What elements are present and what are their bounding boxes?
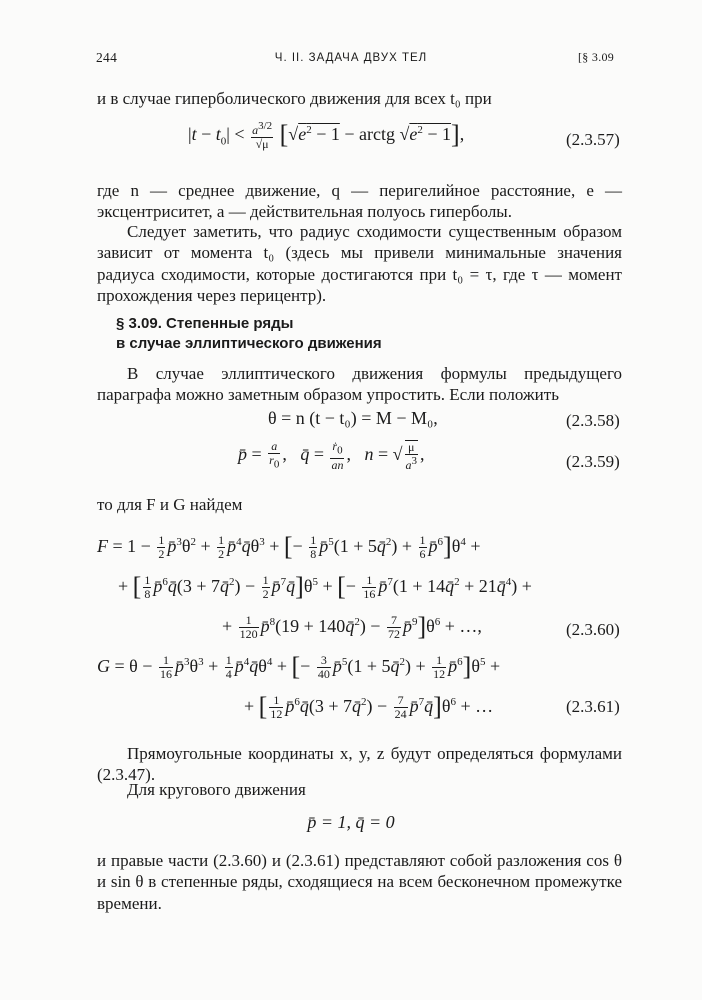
equation-2-3-57: $|t - t_0|$ < $\frac{a^{3/2}}{√\mu}$ [$√e^2 - 1$ − arctg $√e^2 - 1$], xyxy=(188,120,465,152)
elliptic-paragraph: В случае эллиптического движения формулы предыдущего параграфа можно заметным образом упростить. Если положить xyxy=(97,364,622,405)
equation-2-3-60-line-3: + $\frac{1}{120}$ p̄$^8$(19 + 140q̄$^2$) − $\frac{7}{72}$ $p̄^9]\theta^6$ + …, xyxy=(222,612,482,642)
circular-line: Для кругового движения xyxy=(127,780,306,799)
equation-number-2-3-60: (2.3.60) xyxy=(566,620,620,639)
find-line: то для F и G найдем xyxy=(97,495,243,514)
equation-number-2-3-57: (2.3.57) xyxy=(566,130,620,149)
section-title: § 3.09. Степенные ряды xyxy=(116,315,294,332)
note-paragraph: Следует заметить, что радиус сходимости существенным образом зависит от момента t₀ (здесь мы привели минимальные значения радиуса сходимости, которые достигаются при t₀ = τ, где τ — момент прохождения через перицентр). xyxy=(97,222,622,306)
equation-number-2-3-59: (2.3.59) xyxy=(566,452,620,471)
equation-number-2-3-61: (2.3.61) xyxy=(566,697,620,716)
intro-line: и в случае гиперболического движения для всех t₀ при xyxy=(97,89,492,108)
running-head: Ч. II. ЗАДАЧА ДВУХ ТЕЛ xyxy=(274,52,428,64)
section-subtitle: в случае эллиптического движения xyxy=(116,335,382,352)
section-ref: [§ 3.09 xyxy=(578,50,615,64)
equation-2-3-60-line-2: + [ $\frac{1}{8}$ p̄$^6$q̄(3 + 7q̄$^2$) − $\frac{1}{2}$ $p̄^7q̄]\theta^5$ + [− $\frac{1}{16}$ p̄$^7$(1 + 14q̄$^2$ + 21q̄$^4$) + xyxy=(118,572,532,602)
equation-2-3-61-line-2: + [ $\frac{1}{12}$ p̄$^6$q̄(3 + 7q̄$^2$) − $\frac{7}{24}$ $p̄^7q̄]\theta^6$ + … xyxy=(244,692,494,722)
definitions-paragraph: где n — среднее движение, q — перигелийное расстояние, e — эксцентриситет, a — действительная полуось гиперболы. xyxy=(97,181,622,222)
final-paragraph: и правые части (2.3.60) и (2.3.61) представляют собой разложения cos θ и sin θ в степенные ряды, сходящиеся на всем бесконечном промежутке времени. xyxy=(97,851,622,913)
equation-2-3-61-line-1: G = θ − $\frac{1}{16}$ $p̄^3\theta^3$ + $\frac{1}{4}$ $p̄^4q̄\theta^4$ + [− $\frac{3}{40}$ p̄$^5$(1 + 5q̄$^2$) + $\frac{1}{12}$ $p̄^6]\theta^5$ + xyxy=(97,652,501,682)
equation-2-3-60-line-1: F = 1 − $\frac{1}{2}$ $p̄^3\theta^2$ + $\frac{1}{2}$ $p̄^4q̄\theta^3$ + [− $\frac{1}{8}$ p̄$^5$(1 + 5q̄$^2$) + $\frac{1}{6}$ $p̄^6]\theta^4$ + xyxy=(97,532,481,562)
equation-2-3-58: θ = n (t − t₀) = M − M₀, xyxy=(268,408,438,428)
page-number: 244 xyxy=(96,50,118,65)
equation-number-2-3-58: (2.3.58) xyxy=(566,411,620,430)
coordinates-paragraph: Прямоугольные координаты x, y, z будут определяться формулами (2.3.47). xyxy=(97,744,622,785)
equation-circular: p̄ = 1, q̄ = 0 xyxy=(307,812,395,832)
equation-2-3-59: p̄ = $\frac{a}{r_0}$ , q̄ = $\frac{ṙ_0}{an}$ , n = √ $\frac{\mu}{a^3}$ , xyxy=(238,439,425,472)
